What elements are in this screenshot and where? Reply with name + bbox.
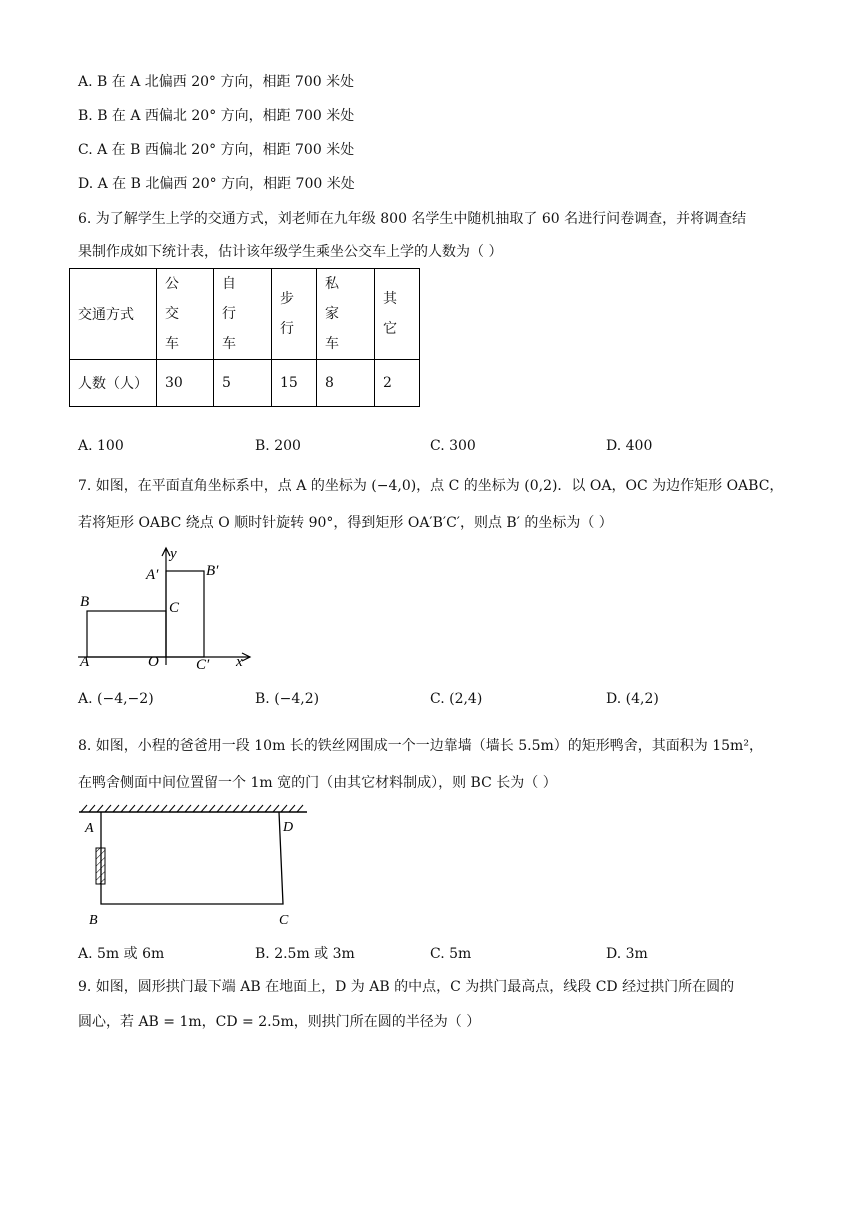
label-a-prime: A′ (146, 567, 159, 583)
q8-duck-pen-figure (75, 802, 315, 930)
q8-option-c: C. 5m (430, 946, 472, 962)
table-cell: 30 (157, 360, 214, 407)
q6-option-c: C. 300 (430, 438, 476, 454)
q6-option-b: B. 200 (255, 438, 301, 454)
label-a: A (85, 821, 94, 836)
pen-fence (101, 812, 283, 904)
table-cell: 5 (214, 360, 272, 407)
label-d: D (283, 820, 294, 835)
label-o: O (148, 654, 159, 670)
q7-option-c: C. (2,4) (430, 691, 483, 707)
table-col-bike: 自行车 (214, 269, 272, 360)
q7-option-a: A. (−4,−2) (78, 691, 154, 707)
label-b: B (80, 594, 90, 610)
table-row (70, 269, 420, 360)
table-cell: 8 (317, 360, 375, 407)
q5-option-c: C. A 在 B 西偏北 20° 方向，相距 700 米处 (78, 142, 355, 158)
table-row-label: 人数（人） (70, 360, 157, 407)
table-col-bus: 公交车 (157, 269, 214, 360)
q5-option-d: D. A 在 B 北偏西 20° 方向，相距 700 米处 (78, 176, 355, 192)
label-x: x (236, 654, 243, 670)
transport-table (69, 268, 420, 407)
q9-stem-line2: 圆心，若 AB = 1m，CD = 2.5m，则拱门所在圆的半径为（ ） (78, 1014, 481, 1030)
q7-coordinate-figure (70, 540, 260, 675)
rect-oabc (87, 611, 166, 657)
q8-stem-line1: 8. 如图，小程的爸爸用一段 10m 长的铁丝网围成一个一边靠墙（墙长 5.5m）的矩形鸭舍，其面积为 15m²， (78, 738, 763, 754)
q7-option-b: B. (−4,2) (255, 691, 320, 707)
label-b-prime: B′ (206, 563, 219, 579)
q7-option-d: D. (4,2) (606, 691, 659, 707)
table-cell: 15 (272, 360, 317, 407)
wall-hatching (81, 805, 303, 812)
table-cell: 2 (375, 360, 420, 407)
q8-stem-line2: 在鸭舍侧面中间位置留一个 1m 宽的门（由其它材料制成），则 BC 长为（ ） (78, 775, 557, 791)
table-row (70, 360, 420, 407)
q7-stem-line1: 7. 如图，在平面直角坐标系中，点 A 的坐标为 (−4,0)，点 C 的坐标为 (0,2)．以 OA，OC 为边作矩形 OABC， (78, 478, 784, 494)
pen-door (96, 848, 105, 884)
q6-option-d: D. 400 (606, 438, 653, 454)
label-c: C (279, 913, 289, 928)
label-y: y (170, 546, 177, 562)
label-b: B (89, 913, 98, 928)
label-a: A (80, 654, 90, 670)
table-col-walk: 步行 (272, 269, 317, 360)
q5-option-b: B. B 在 A 西偏北 20° 方向，相距 700 米处 (78, 108, 355, 124)
q9-stem-line1: 9. 如图，圆形拱门最下端 AB 在地面上，D 为 AB 的中点，C 为拱门最高点，线段 CD 经过拱门所在圆的 (78, 979, 735, 995)
label-c: C (169, 600, 180, 616)
label-c-prime: C′ (196, 657, 210, 673)
q8-option-d: D. 3m (606, 946, 648, 962)
q6-stem-line2: 果制作成如下统计表，估计该年级学生乘坐公交车上学的人数为（ ） (78, 244, 503, 260)
q8-option-b: B. 2.5m 或 3m (255, 946, 355, 962)
q6-option-a: A. 100 (78, 438, 124, 454)
q6-stem-line1: 6. 为了解学生上学的交通方式，刘老师在九年级 800 名学生中随机抽取了 60 名进行问卷调查，并将调查结 (78, 211, 747, 227)
q7-stem-line2: 若将矩形 OABC 绕点 O 顺时针旋转 90°，得到矩形 OA′B′C′，则点 B′ 的坐标为（ ） (78, 515, 613, 531)
q8-option-a: A. 5m 或 6m (78, 946, 165, 962)
table-col-other: 其它 (375, 269, 420, 360)
q5-option-a: A. B 在 A 北偏西 20° 方向，相距 700 米处 (78, 74, 355, 90)
table-col-car: 私家车 (317, 269, 375, 360)
table-header-cell: 交通方式 (70, 269, 157, 360)
